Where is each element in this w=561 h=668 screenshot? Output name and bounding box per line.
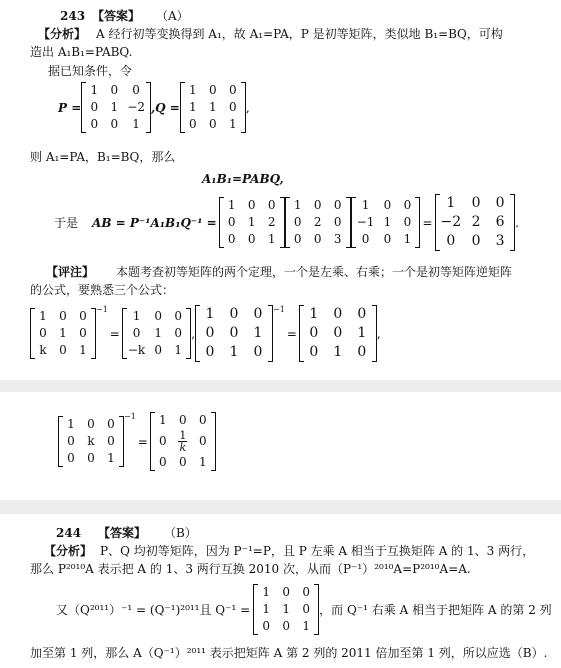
- matrix-cell: 1: [383, 215, 392, 229]
- matrix-cell: 0: [253, 306, 263, 322]
- matrix-cell: 0: [313, 232, 322, 246]
- matrix-cell: 0: [403, 215, 412, 229]
- denominator: k: [179, 441, 187, 454]
- matrix-cell: 1: [189, 100, 197, 114]
- matrix-cell: k: [87, 434, 95, 448]
- matrix-cell: 0: [309, 344, 319, 360]
- matrix-cell: 0: [107, 434, 115, 448]
- matrix-result: [435, 194, 516, 251]
- matrix-cell: 0: [205, 344, 215, 360]
- matrix-cell: 1: [293, 198, 302, 212]
- matrix-cell: 0: [333, 306, 343, 322]
- inverse-formulas: [30, 305, 381, 362]
- answer-value: （A）: [156, 9, 189, 23]
- matrix-cell: 1: [132, 117, 140, 131]
- analysis-line1: A 经行初等变换得到 A₁，故 A₁=PA，P 是初等矩阵，类似地 B₁=BQ，可构: [96, 27, 503, 41]
- matrix-cell: 0: [107, 417, 115, 431]
- cell: 0: [159, 434, 167, 448]
- matrix-cell: 1: [174, 343, 182, 357]
- cell: 1: [159, 413, 167, 427]
- analysis-line1: P、Q 均初等矩阵，因为 P⁻¹=P，且 P 左乘 A 相当于互换矩阵 A 的 1、3 两行，: [100, 544, 535, 558]
- matrix-cell: 1: [253, 325, 263, 341]
- matrix-cell: 0: [471, 195, 481, 211]
- matrix-cell: 0: [229, 325, 239, 341]
- matrix-cell: −2: [127, 100, 145, 114]
- matrix-cell: 0: [403, 198, 412, 212]
- inverse-sup: −1: [124, 412, 136, 421]
- matrix-cell: 0: [67, 434, 75, 448]
- matrix-cell: 0: [205, 325, 215, 341]
- matrix-cell: 0: [227, 215, 236, 229]
- q-inverse-line: [56, 584, 552, 635]
- matrix-cell: 2: [313, 215, 322, 229]
- matrix-cell: 0: [262, 619, 270, 633]
- matrix-cell: 0: [333, 198, 342, 212]
- analysis-tag: 【分析】: [44, 544, 93, 558]
- matrix-cell: 1: [79, 343, 87, 357]
- matrix-cell: 0: [209, 83, 217, 97]
- matrix-cell: 0: [302, 585, 310, 599]
- matrix-cell: 0: [313, 198, 322, 212]
- matrix-cell: 1: [209, 100, 217, 114]
- matrix-cell: 0: [267, 198, 276, 212]
- comment-line1: 本题考查初等矩阵的两个定理，一个是左乘、右乘；一个是初等矩阵逆矩阵: [116, 265, 513, 279]
- q-label: ,Q =: [150, 100, 180, 115]
- matrix-cell: 0: [174, 309, 182, 323]
- matrix-cell: 0: [229, 306, 239, 322]
- matrix-cell: 0: [90, 100, 99, 114]
- answer-tag: 【答案】: [92, 9, 141, 23]
- known-conditions: 据已知条件，令: [48, 64, 133, 78]
- matrix-cell: 1: [247, 215, 256, 229]
- matrix-f3: [58, 416, 124, 467]
- analysis-tag: 【分析】: [38, 27, 87, 41]
- q-inverse-prefix: 又（Q²⁰¹¹）⁻¹ = (Q⁻¹)²⁰¹¹且 Q⁻¹ =: [56, 603, 251, 617]
- matrix-cell: 0: [189, 117, 197, 131]
- matrix-cell: 0: [39, 326, 47, 340]
- matrix-cell: 1: [262, 602, 270, 616]
- matrix-cell: 0: [333, 215, 342, 229]
- matrix-cell: 0: [253, 344, 263, 360]
- matrix-cell: 0: [154, 309, 162, 323]
- q-inverse-suffix: ，而 Q⁻¹ 右乘 A 相当于把矩阵 A 的第 2 列: [319, 603, 552, 617]
- equals-sign: =: [422, 215, 433, 230]
- matrix-cell: 0: [293, 232, 302, 246]
- pq-definition: [58, 82, 250, 133]
- matrix-cell: −2: [440, 214, 462, 230]
- period: .: [515, 215, 519, 230]
- comma: ,: [376, 326, 381, 341]
- matrix-cell: 0: [302, 602, 310, 616]
- matrix-cell: 0: [110, 83, 119, 97]
- matrix-cell: 0: [154, 343, 162, 357]
- equals: =: [137, 434, 148, 449]
- cell: 0: [179, 455, 187, 469]
- matrix-cell: 0: [383, 232, 392, 246]
- comma: ,: [191, 326, 196, 341]
- matrix-cell: 0: [59, 309, 67, 323]
- cell: 0: [159, 455, 167, 469]
- matrix-cell: 0: [357, 344, 367, 360]
- matrix-cell: 1: [90, 83, 99, 97]
- matrix-cell: 0: [446, 233, 456, 249]
- cell: 0: [179, 413, 187, 427]
- matrix-cell: 0: [87, 451, 95, 465]
- matrix-cell: 0: [247, 198, 256, 212]
- comma: ,: [245, 100, 250, 115]
- matrix-m2: [285, 197, 351, 248]
- matrix-cell: 3: [333, 232, 342, 246]
- matrix-cell: 3: [495, 233, 505, 249]
- analysis-line4: 加至第 1 列，那么 A（Q⁻¹）²⁰¹¹ 表示把矩阵 A 第 2 列的 2011 倍加至第 1 列，所以应选（B）.: [30, 646, 548, 660]
- matrix-cell: 2: [471, 214, 481, 230]
- matrix-cell: 0: [90, 117, 99, 131]
- matrix-cell: 1: [227, 198, 236, 212]
- comment-tag: 【评注】: [46, 265, 95, 279]
- matrix-cell: 1: [39, 309, 47, 323]
- equals: =: [109, 326, 120, 341]
- matrix-cell: 0: [227, 232, 236, 246]
- matrix-cell: 0: [209, 117, 217, 131]
- product-equation: A₁B₁=PABQ,: [202, 172, 284, 186]
- inverse-sup: −1: [273, 305, 285, 314]
- matrix-p: [81, 82, 151, 133]
- matrix-cell: 1: [107, 451, 115, 465]
- answer-value: （B）: [164, 526, 197, 540]
- matrix-cell: 1: [361, 198, 370, 212]
- matrix-cell: 6: [495, 214, 505, 230]
- fraction-cell: [173, 429, 193, 454]
- matrix-f3-inverse: [150, 412, 216, 471]
- matrix-q: [180, 82, 246, 133]
- comment-line2: 的公式，要熟悉三个公式：: [30, 283, 175, 297]
- matrix-m3: [351, 197, 421, 248]
- matrix-cell: 1: [267, 232, 276, 246]
- matrix-cell: 0: [361, 232, 370, 246]
- matrix-cell: 1: [59, 326, 67, 340]
- matrix-cell: 1: [189, 83, 197, 97]
- matrix-cell: 1: [154, 326, 162, 340]
- matrix-cell: 0: [471, 233, 481, 249]
- matrix-cell: 0: [67, 451, 75, 465]
- matrix-q-inverse: [253, 584, 319, 635]
- matrix-cell: 1: [132, 309, 141, 323]
- matrix-cell: 1: [333, 344, 343, 360]
- matrix-cell: 0: [59, 343, 67, 357]
- matrix-cell: 0: [132, 83, 140, 97]
- matrix-cell: k: [39, 343, 47, 357]
- matrix-cell: 1: [67, 417, 75, 431]
- matrix-cell: 0: [495, 195, 505, 211]
- numerator: 1: [179, 429, 187, 442]
- matrix-cell: 1: [357, 325, 367, 341]
- matrix-m1: [219, 197, 285, 248]
- matrix-cell: 1: [110, 100, 119, 114]
- question-number: 244: [56, 526, 82, 540]
- matrix-cell: 1: [403, 232, 412, 246]
- ab-label: AB = P⁻¹A₁B₁Q⁻¹ =: [92, 215, 217, 230]
- matrix-cell: 1: [302, 619, 310, 633]
- cell: 1: [199, 455, 207, 469]
- analysis-line2: 造出 A₁B₁=PABQ.: [30, 45, 133, 59]
- matrix-cell: 0: [293, 215, 302, 229]
- matrix-cell: 0: [247, 232, 256, 246]
- matrix-cell: 0: [282, 585, 290, 599]
- solution-244-panel: [0, 514, 561, 668]
- ab-computation: [54, 194, 519, 251]
- matrix-cell: 1: [282, 602, 290, 616]
- diagonal-inverse-formula: [58, 412, 216, 471]
- matrix-cell: 0: [79, 309, 87, 323]
- matrix-cell: 0: [132, 326, 141, 340]
- matrix-cell: 1: [205, 306, 215, 322]
- matrix-cell: 0: [110, 117, 119, 131]
- therefore-label: 于是: [54, 216, 79, 230]
- matrix-cell: 0: [174, 326, 182, 340]
- matrix-cell: −k: [127, 343, 146, 357]
- matrix-cell: 1: [309, 306, 319, 322]
- matrix-cell: 0: [282, 619, 290, 633]
- answer-tag: 【答案】: [98, 526, 147, 540]
- matrix-f2: [195, 305, 273, 362]
- matrix-cell: 1: [229, 344, 239, 360]
- cell: 0: [199, 434, 207, 448]
- matrix-cell: 1: [262, 585, 270, 599]
- p-label: P =: [58, 100, 82, 115]
- matrix-cell: 0: [383, 198, 392, 212]
- matrix-cell: 0: [229, 100, 237, 114]
- inverse-sup: −1: [96, 305, 108, 314]
- formula-panel: [0, 392, 561, 500]
- question-number: 243: [60, 9, 86, 23]
- matrix-cell: 1: [229, 117, 237, 131]
- matrix-f1: [30, 308, 96, 359]
- equals: =: [286, 326, 297, 341]
- matrix-cell: 0: [79, 326, 87, 340]
- matrix-cell: 1: [446, 195, 456, 211]
- matrix-cell: 0: [309, 325, 319, 341]
- then-line: 则 A₁=PA，B₁=BQ，那么: [30, 150, 176, 164]
- matrix-cell: −1: [356, 215, 375, 229]
- matrix-cell: 0: [333, 325, 343, 341]
- cell: 0: [199, 413, 207, 427]
- matrix-cell: 2: [267, 215, 276, 229]
- matrix-cell: 0: [87, 417, 95, 431]
- matrix-cell: 0: [229, 83, 237, 97]
- matrix-cell: 0: [357, 306, 367, 322]
- analysis-line2: 那么 P²⁰¹⁰A 表示把 A 的 1、3 两行互换 2010 次，从而（P⁻¹）²⁰¹⁰A=P²⁰¹⁰A=A.: [30, 562, 471, 576]
- matrix-f2-inverse: [299, 305, 377, 362]
- matrix-f1-inverse: [122, 308, 191, 359]
